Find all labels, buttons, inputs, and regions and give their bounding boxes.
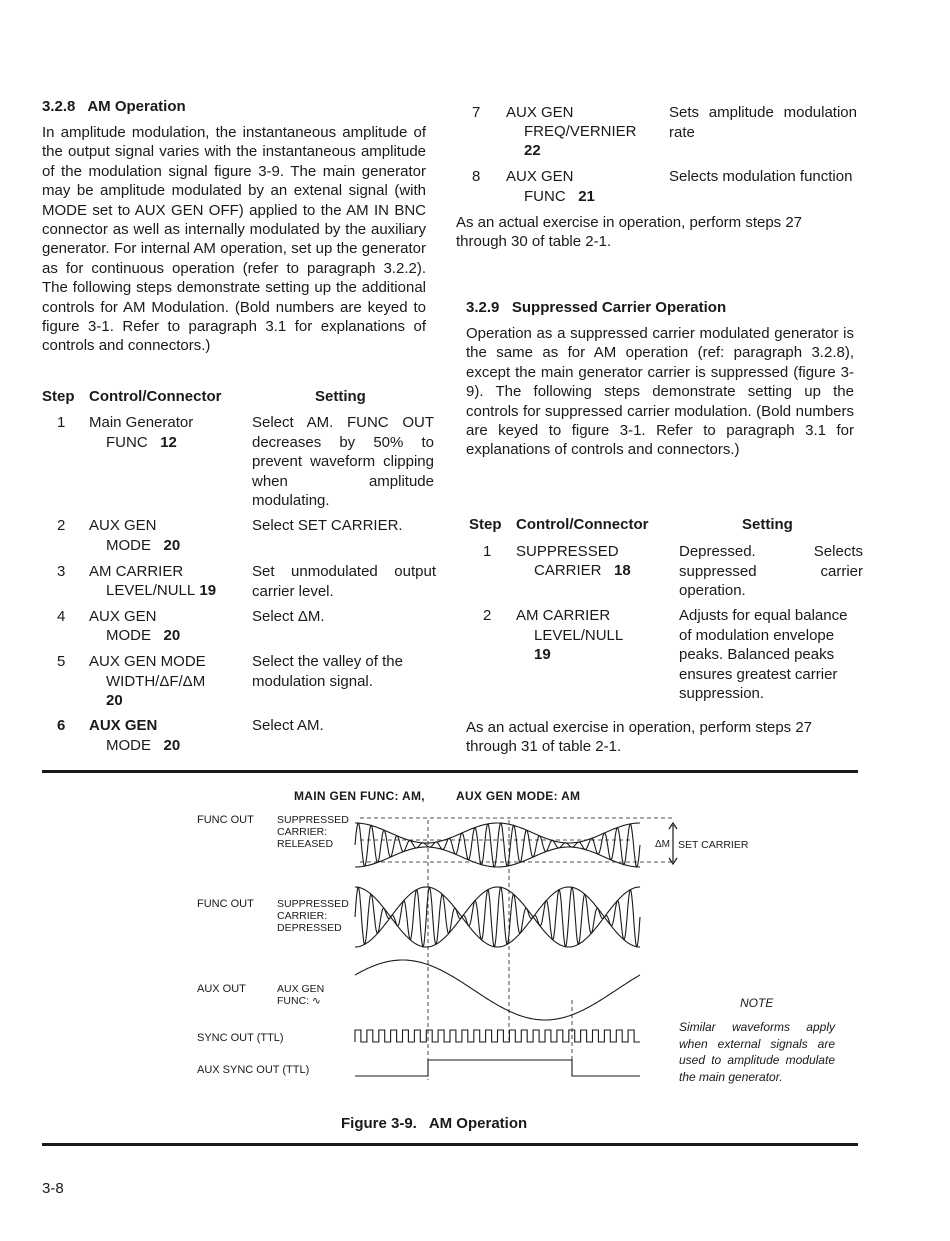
control-name: SUPPRESSED [516,543,619,560]
table-header-control: Control/Connector [516,516,649,533]
section-number: 3.2.8 [42,98,76,115]
setting-text: Select AM. [252,717,324,734]
setting-text: Sets amplitude modulation rate [669,104,857,141]
row-label-func-out: FUNC OUT [197,898,254,910]
row-desc: SUPPRESSED CARRIER: RELEASED [277,814,349,850]
waveform-diagram [340,800,680,1090]
am-paragraph: In amplitude modulation, the instantaneous amplitude of the output signal varies with the instantaneous amplitude of the modulation signal figure 3-9. The main generator may be amplitude modulated by an extenal signal (with MODE set to AUX GEN OFF) applied to the AM IN BNC connector as well as internally modulated by the auxiliary generator. For internal AM operation, set up the generator as for continuous operation (refer to paragraph 3.2.2). The following steps demonstrate setting up the additional controls for AM Modulation. (Bold numbers are keyed to figure 3-1. Refer to paragraph 3.1 for explanations of controls and connectors.) [42,124,426,355]
step-number: 8 [472,168,481,185]
control-name: AUX GEN [506,104,574,121]
table-header-step: Step [42,388,75,405]
control-sub: LEVEL/NULL [534,627,624,644]
section-title: AM Operation [87,98,186,115]
step-number: 6 [57,717,66,734]
setting-text: Selects modulation function [669,168,853,185]
control-name: AUX GEN MODE [89,653,206,670]
section-heading-am [42,98,186,115]
section-title: Suppressed Carrier Operation [511,299,727,316]
sync-pulses [355,1030,640,1042]
section-number: 3.2.9 [466,299,500,316]
control-name: AM CARRIER [89,563,184,580]
aux-sync-pulse [355,1060,640,1076]
carrier-waveform [355,823,640,867]
func-out-depressed-waveform [355,887,640,947]
caption-number: Figure 3-9. [341,1115,417,1132]
row-desc: AUX GEN FUNC: ∿ [277,983,325,1007]
control-name: AUX GEN [89,608,157,625]
func-out-released-waveform [355,823,640,867]
step-number: 7 [472,104,481,121]
control-name: AM CARRIER [516,607,611,624]
figure-title-main: MAIN GEN FUNC: AM, [294,789,425,803]
control-sub: CARRIER 18 [534,562,631,579]
control-sub: FUNC 12 [106,434,177,451]
key-number: 20 [163,537,181,554]
step-number: 4 [57,608,66,625]
note-title: NOTE [740,996,774,1010]
step-number: 1 [483,543,492,560]
set-carrier-label: SET CARRIER [678,839,749,851]
step-number: 5 [57,653,66,670]
section-heading-suppressed [466,299,726,316]
aux-out-sine-waveform [355,960,640,1020]
step-number: 1 [57,414,66,431]
delta-m-arrow [669,823,677,864]
setting-text: Select ΔM. [252,608,325,625]
setting-text: Set unmodulated output carrier level. [252,563,436,600]
table-header-control: Control/Connector [89,388,222,405]
key-number: 18 [614,562,631,579]
sync-out-square-waveform [355,1030,640,1042]
table-header-step: Step [469,516,502,533]
row-label-aux-out: AUX OUT [197,983,246,995]
setting-text: Select SET CARRIER. [252,517,403,534]
control-name: AUX GEN [89,517,157,534]
key-number: 12 [160,434,177,451]
table-header-setting: Setting [315,388,366,405]
control-sub: FUNC 21 [524,188,595,205]
control-sub: MODE 20 [106,537,181,554]
key-number: 20 [163,737,181,754]
setting-text: Adjusts for equal balance of modulation envelope peaks. Balanced peaks ensures greatest carrier suppression. [679,607,848,703]
control-sub: FREQ/VERNIER [524,123,637,140]
control-sub: MODE 20 [106,627,181,644]
suppressed-carrier-waveform [355,887,640,946]
figure-caption [341,1115,527,1132]
setting-text: Select the valley of the modulation signal. [252,653,403,690]
control-name: AUX GEN [506,168,574,185]
step-number: 3 [57,563,66,580]
control-sub: WIDTH/ΔF/ΔM [106,673,206,690]
figure-title-aux: AUX GEN MODE: AM [456,789,581,803]
key-number: 21 [578,188,595,205]
key-number: 20 [106,692,123,709]
delta-m-label: ΔM [655,839,671,850]
note-text: Similar waveforms apply when external signals are used to amplitude modulate the main generator. [679,1020,835,1084]
row-label-aux-sync-out: AUX SYNC OUT (TTL) [197,1064,310,1076]
control-name: AUX GEN [89,717,158,734]
table-header-setting: Setting [742,516,793,533]
row-label-func-out: FUNC OUT [197,814,254,826]
control-sub: MODE 20 [106,737,181,754]
key-number: 19 [199,582,217,599]
key-number: 20 [163,627,181,644]
exercise-note-1: As an actual exercise in operation, perform steps 27 through 30 of table 2-1. [456,214,803,251]
exercise-note-2: As an actual exercise in operation, perform steps 27 through 31 of table 2-1. [466,719,813,756]
row-desc: SUPPRESSED CARRIER: DEPRESSED [277,898,349,934]
control-sub: LEVEL/NULL 19 [106,582,217,599]
key-number: 22 [524,142,541,159]
setting-text: Depressed. Selects suppressed carrier operation. [679,543,863,600]
page-number: 3-8 [42,1180,64,1197]
step-number: 2 [57,517,66,534]
step-number: 2 [483,607,492,624]
figure-top-rule [42,770,858,773]
setting-text: Select AM. FUNC OUT decreases by 50% to prevent waveform clipping when amplitude modulating. [252,414,434,510]
suppressed-paragraph: Operation as a suppressed carrier modulated generator is the same as for AM operation (ref: paragraph 3.2.8), except the main generator carrier is suppressed (figure 3-9). The following steps demonstrate setting up the controls for suppressed carrier modulation. (Bold numbers are keyed to figure 3-1. Refer to paragraph 3.1 for explanations of controls and connectors.) [466,325,854,459]
control-name: Main Generator [89,414,194,431]
caption-title: AM Operation [428,1115,528,1132]
key-number: 19 [534,646,551,663]
aux-sync-out-waveform [355,1060,640,1076]
figure-bottom-rule [42,1143,858,1146]
row-label-sync-out: SYNC OUT (TTL) [197,1032,284,1044]
aux-sine [355,960,640,1020]
